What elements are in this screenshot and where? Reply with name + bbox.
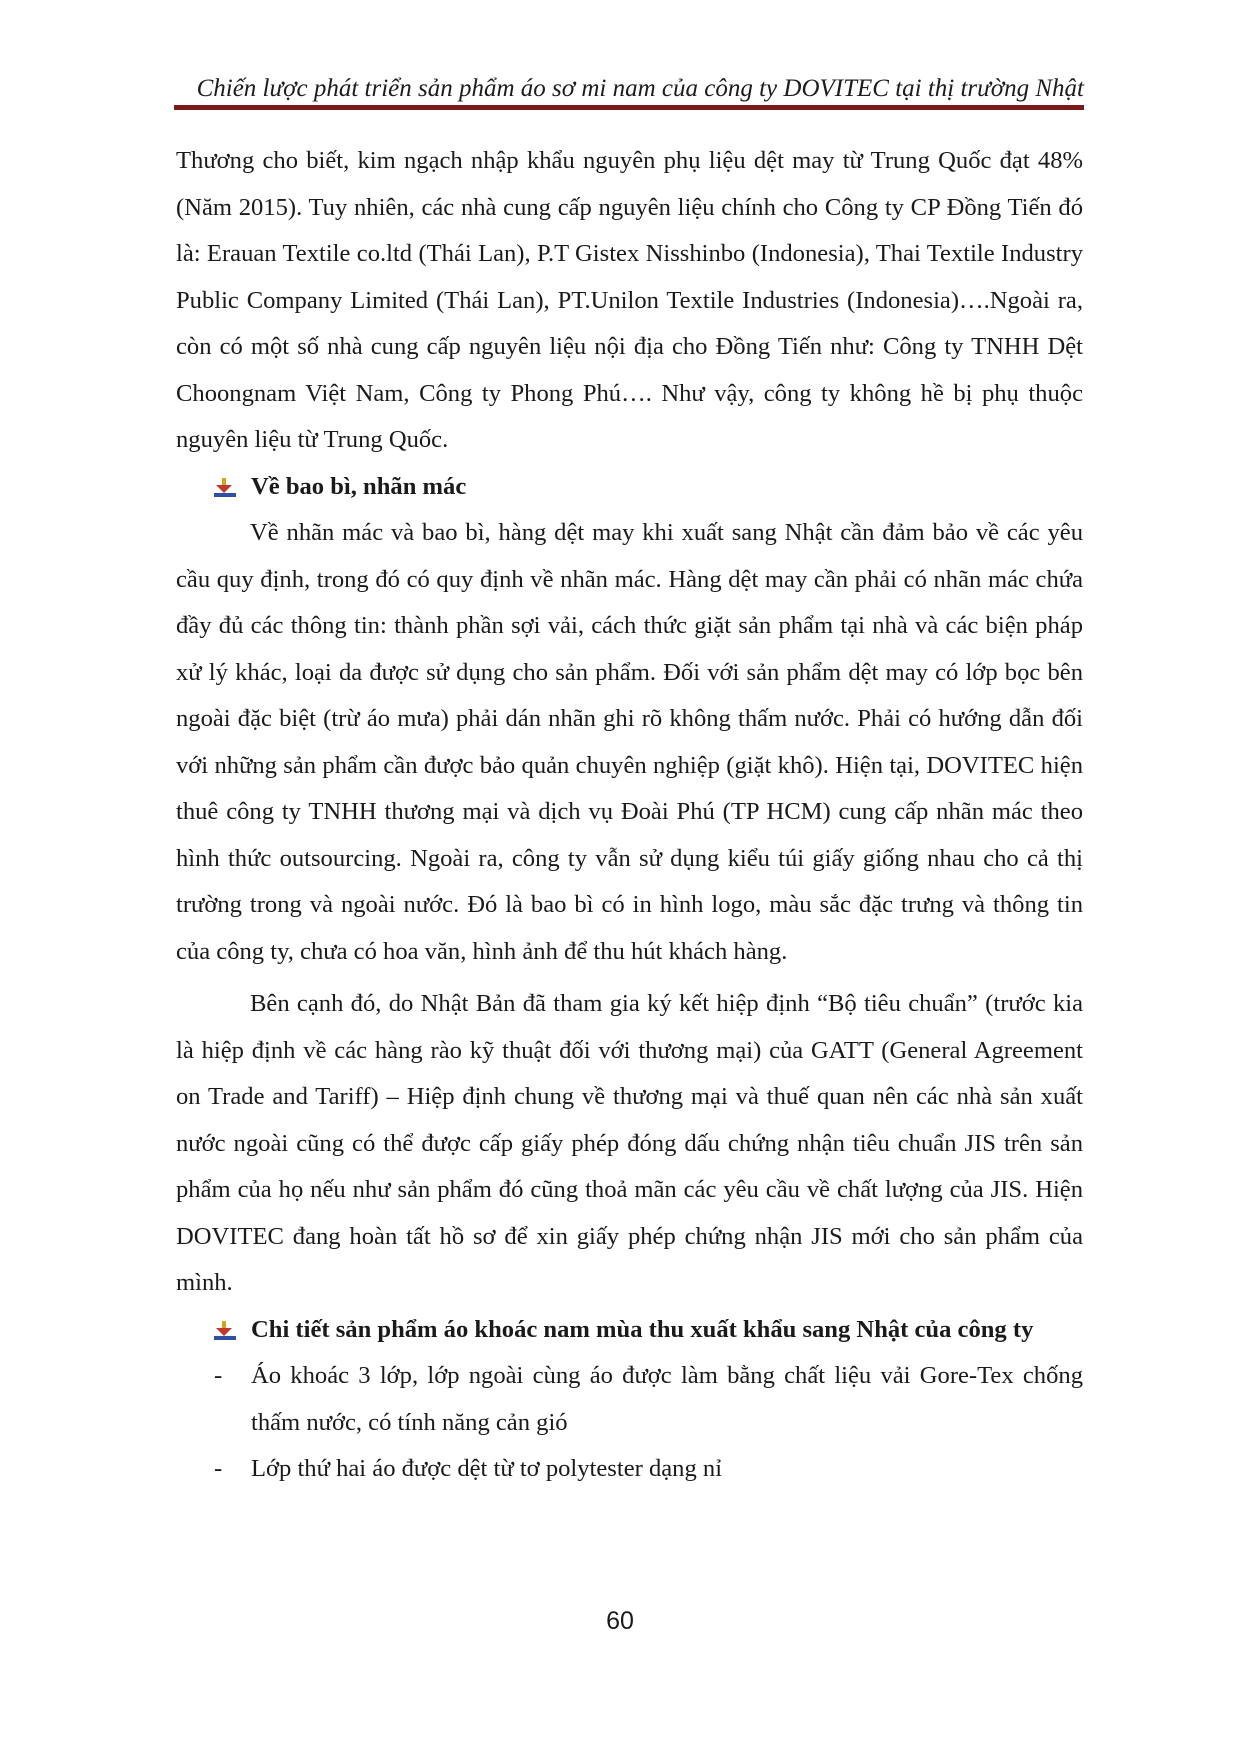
list-item-text: Áo khoác 3 lớp, lớp ngoài cùng áo được làm bằng chất liệu vải Gore-Tex chống thấm nước, có tính năng cản gió [251, 1362, 1083, 1436]
arrow-bullet-icon [214, 1321, 236, 1341]
list-item [176, 1353, 1083, 1446]
header-title: Chiến lược phát triển sản phẩm áo sơ mi nam của công ty DOVITEC tại thị trường Nhật [196, 75, 1084, 102]
arrow-bullet-icon [214, 478, 236, 498]
page-number: 60 [606, 1607, 634, 1635]
list-item [176, 1446, 1083, 1493]
section-heading-text: Về bao bì, nhãn mác [251, 472, 467, 500]
list-dash: - [214, 1362, 223, 1389]
paragraph-labels: Về nhãn mác và bao bì, hàng dệt may khi xuất sang Nhật cần đảm bảo về các yêu cầu quy định, trong đó có quy định về nhãn mác. Hàng dệt may cần phải có nhãn mác chứa đầy đủ các thông tin: thành phần sợi vải, cách thức giặt sản phẩm tại nhà và các biện pháp xử lý khác, loại da được sử dụng cho sản phẩm. Đối với sản phẩm dệt may có lớp bọc bên ngoài đặc biệt (trừ áo mưa) phải dán nhãn ghi rõ không thấm nước. Phải có hướng dẫn đối với những sản phẩm cần được bảo quản chuyên nghiệp (giặt khô). Hiện tại, DOVITEC hiện thuê công ty TNHH thương mại và dịch vụ Đoài Phú (TP HCM) cung cấp nhãn mác theo hình thức outsourcing. Ngoài ra, công ty vẫn sử dụng kiểu túi giấy giống nhau cho cả thị trường trong và ngoài nước. Đó là bao bì có in hình logo, màu sắc đặc trưng và thông tin của công ty, chưa có hoa văn, hình ảnh để thu hút khách hàng. [176, 519, 1083, 965]
paragraph-jis: Bên cạnh đó, do Nhật Bản đã tham gia ký kết hiệp định “Bộ tiêu chuẩn” (trước kia là hiệp định về các hàng rào kỹ thuật đối với thương mại) của GATT (General Agreement on Trade and Tariff) – Hiệp định chung về thương mại và thuế quan nên các nhà sản xuất nước ngoài cũng có thể được cấp giấy phép đóng dấu chứng nhận tiêu chuẩn JIS trên sản phẩm của họ nếu như sản phẩm đó cũng thoả mãn các yêu cầu về chất lượng của JIS. Hiện DOVITEC đang hoàn tất hồ sơ để xin giấy phép chứng nhận JIS mới cho sản phẩm của mình. [176, 990, 1083, 1296]
paragraph-suppliers: Thương cho biết, kim ngạch nhập khẩu nguyên phụ liệu dệt may từ Trung Quốc đạt 48% (Năm 2015). Tuy nhiên, các nhà cung cấp nguyên liệu chính cho Công ty CP Đồng Tiến đó là: Erauan Textile co.ltd (Thái Lan), P.T Gistex Nisshinbo (Indonesia), Thai Textile Industry Public Company Limited (Thái Lan), PT.Unilon Textile Industries (Indonesia)….Ngoài ra, còn có một số nhà cung cấp nguyên liệu nội địa cho Đồng Tiến như: Công ty TNHH Dệt Choongnam Việt Nam, Công ty Phong Phú…. Như vậy, công ty không hề bị phụ thuộc nguyên liệu từ Trung Quốc. [176, 147, 1083, 453]
section-heading-product-details [176, 1307, 1083, 1354]
section-heading-packaging [176, 464, 1083, 511]
section-heading-text: Chi tiết sản phẩm áo khoác nam mùa thu xuất khẩu sang Nhật của công ty [251, 1315, 1034, 1343]
list-item-text: Lớp thứ hai áo được dệt từ tơ polytester dạng nỉ [251, 1455, 723, 1482]
header-divider [174, 105, 1084, 110]
page-body [176, 138, 1083, 1493]
list-dash: - [214, 1455, 223, 1482]
